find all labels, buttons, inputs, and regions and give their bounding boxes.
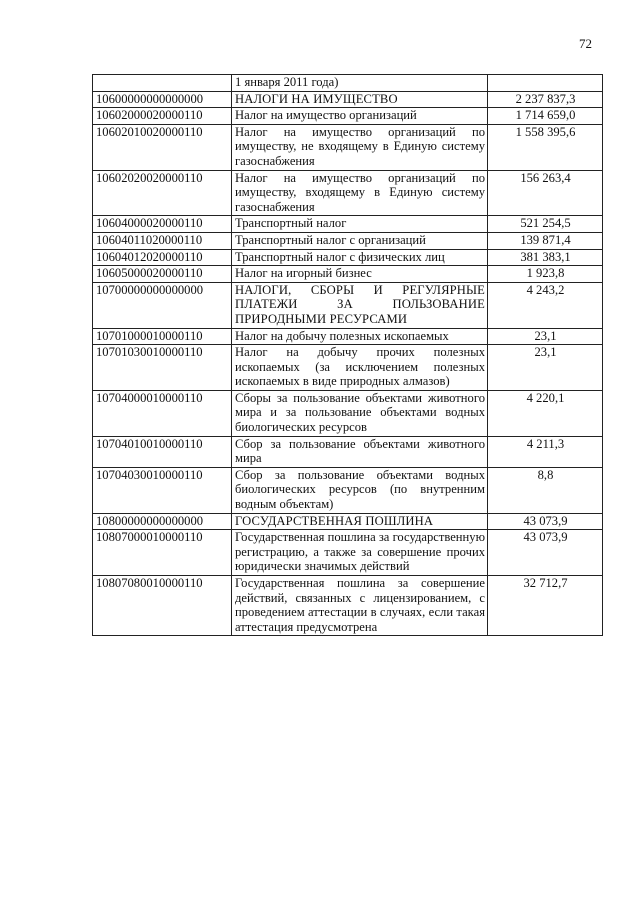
table-row	[93, 266, 603, 283]
table-body	[93, 75, 603, 636]
amount-cell: 156 263,4	[488, 170, 603, 216]
revenue-name-cell: Транспортный налог с организаций	[232, 232, 488, 249]
amount-cell: 32 712,7	[488, 576, 603, 636]
budget-code-cell: 10602020020000110	[93, 170, 232, 216]
table-row	[93, 282, 603, 328]
budget-code-cell: 10701000010000110	[93, 328, 232, 345]
budget-code-cell: 10704010010000110	[93, 436, 232, 467]
budget-code-cell: 10604011020000110	[93, 232, 232, 249]
budget-code-cell: 10602000020000110	[93, 108, 232, 125]
revenue-name-cell: Сборы за пользование объектами животного мира и за пользование объектами водных биологических ресурсов	[232, 390, 488, 436]
budget-code-cell: 10600000000000000	[93, 91, 232, 108]
revenue-name-cell: Государственная пошлина за государственную регистрацию, а также за совершение прочих юридически значимых действий	[232, 530, 488, 576]
budget-code-cell: 10807000010000110	[93, 530, 232, 576]
table-row	[93, 576, 603, 636]
table-row	[93, 91, 603, 108]
revenue-name-cell: Налог на добычу полезных ископаемых	[232, 328, 488, 345]
revenue-name-cell: Налог на имущество организаций	[232, 108, 488, 125]
amount-cell: 1 558 395,6	[488, 124, 603, 170]
amount-cell: 1 714 659,0	[488, 108, 603, 125]
amount-cell: 2 237 837,3	[488, 91, 603, 108]
revenue-name-cell: НАЛОГИ, СБОРЫ И РЕГУЛЯРНЫЕ ПЛАТЕЖИ ЗА ПОЛЬЗОВАНИЕ ПРИРОДНЫМИ РЕСУРСАМИ	[232, 282, 488, 328]
table-row	[93, 249, 603, 266]
table-row	[93, 328, 603, 345]
table-row	[93, 467, 603, 513]
revenue-name-cell: Налог на добычу прочих полезных ископаемых (за исключением полезных ископаемых в виде природных алмазов)	[232, 345, 488, 391]
table-row	[93, 390, 603, 436]
budget-code-cell: 10701030010000110	[93, 345, 232, 391]
revenue-name-cell: Налог на имущество организаций по имуществу, не входящему в Единую систему газоснабжения	[232, 124, 488, 170]
amount-cell: 521 254,5	[488, 216, 603, 233]
table-row	[93, 436, 603, 467]
amount-cell: 4 220,1	[488, 390, 603, 436]
table-row	[93, 530, 603, 576]
budget-revenue-table	[92, 74, 603, 636]
amount-cell: 4 243,2	[488, 282, 603, 328]
budget-code-cell: 10807080010000110	[93, 576, 232, 636]
page-number: 72	[579, 36, 592, 51]
amount-cell: 8,8	[488, 467, 603, 513]
table-row	[93, 124, 603, 170]
budget-code-cell: 10604012020000110	[93, 249, 232, 266]
revenue-name-cell: Сбор за пользование объектами водных биологических ресурсов (по внутренним водным объектам)	[232, 467, 488, 513]
amount-cell: 43 073,9	[488, 513, 603, 530]
table-row	[93, 216, 603, 233]
amount-cell	[488, 75, 603, 92]
revenue-name-cell: НАЛОГИ НА ИМУЩЕСТВО	[232, 91, 488, 108]
amount-cell: 381 383,1	[488, 249, 603, 266]
revenue-name-cell: ГОСУДАРСТВЕННАЯ ПОШЛИНА	[232, 513, 488, 530]
revenue-name-cell: Государственная пошлина за совершение действий, связанных с лицензированием, с проведением аттестации в случаях, если такая аттестация предусмотрена	[232, 576, 488, 636]
revenue-name-cell: Сбор за пользование объектами животного мира	[232, 436, 488, 467]
budget-code-cell: 10800000000000000	[93, 513, 232, 530]
amount-cell: 4 211,3	[488, 436, 603, 467]
revenue-name-cell: Налог на имущество организаций по имуществу, входящему в Единую систему газоснабжения	[232, 170, 488, 216]
amount-cell: 1 923,8	[488, 266, 603, 283]
table-row	[93, 345, 603, 391]
table-row	[93, 108, 603, 125]
table-row	[93, 513, 603, 530]
amount-cell: 23,1	[488, 328, 603, 345]
budget-code-cell: 10700000000000000	[93, 282, 232, 328]
revenue-name-cell: Транспортный налог	[232, 216, 488, 233]
table-row	[93, 170, 603, 216]
budget-code-cell: 10602010020000110	[93, 124, 232, 170]
revenue-name-cell: Налог на игорный бизнес	[232, 266, 488, 283]
budget-code-cell	[93, 75, 232, 92]
table-row	[93, 232, 603, 249]
amount-cell: 23,1	[488, 345, 603, 391]
amount-cell: 43 073,9	[488, 530, 603, 576]
budget-code-cell: 10605000020000110	[93, 266, 232, 283]
revenue-name-cell: Транспортный налог с физических лиц	[232, 249, 488, 266]
revenue-name-cell: 1 января 2011 года)	[232, 75, 488, 92]
amount-cell: 139 871,4	[488, 232, 603, 249]
budget-code-cell: 10704000010000110	[93, 390, 232, 436]
budget-code-cell: 10604000020000110	[93, 216, 232, 233]
table-row	[93, 75, 603, 92]
budget-code-cell: 10704030010000110	[93, 467, 232, 513]
